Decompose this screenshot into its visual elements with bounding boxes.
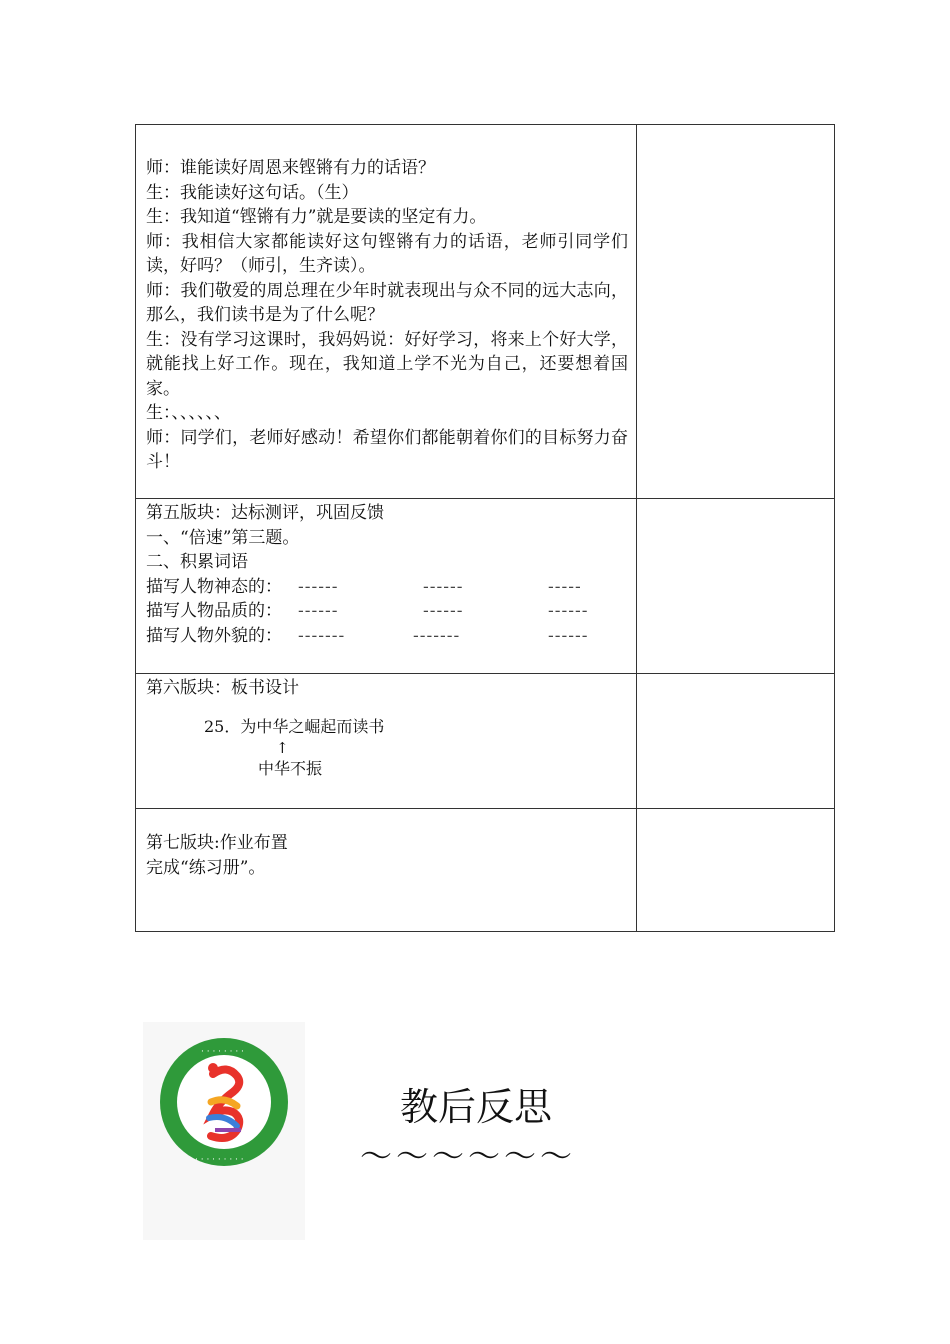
word-row-label: 描写人物神态的：	[146, 576, 282, 597]
blank-line: -----	[548, 576, 582, 597]
section5-item: 一、“倍速”第三题。	[146, 527, 300, 548]
section7-task: 完成“练习册”。	[146, 857, 266, 878]
section6-heading: 第六版块：板书设计	[146, 678, 299, 698]
dialogue-line: 生：我能读好这句话。（生）	[146, 182, 359, 203]
reflection-title: 教后反思	[400, 1085, 553, 1129]
blank-line: ------	[548, 601, 589, 621]
word-row	[146, 624, 628, 649]
word-row	[146, 575, 628, 600]
section6-cell	[136, 674, 637, 809]
board-subtitle: 中华不振	[258, 759, 323, 778]
board-title: 25．为中华之崛起而读书	[204, 716, 385, 736]
dialogue-line: 生：我知道“铿锵有力”就是要读的坚定有力。	[146, 207, 487, 227]
notes-cell	[637, 674, 835, 809]
dialogue-line: 生：没有学习这课时，我妈妈说：好好学习，将来上个好大学，就能找上好工作。现在，我知道上学不光为自己，还要想着国家。	[146, 329, 628, 399]
notes-cell	[637, 499, 835, 674]
up-arrow-icon: ↑	[276, 739, 289, 757]
dialogue-line: 师：同学们，老师好感动！希望你们都能朝着你们的目标努力奋斗！	[146, 427, 628, 472]
reflection-divider: ～～～～～～	[360, 1137, 577, 1175]
notes-cell	[637, 125, 835, 499]
blank-line: -------	[413, 625, 461, 646]
svg-text:· · · · · · · ·: · · · · · · · ·	[201, 1047, 244, 1057]
blank-line: ------	[548, 625, 589, 646]
blank-line: ------	[298, 601, 339, 621]
blank-line: ------	[423, 601, 464, 621]
notes-cell	[637, 809, 835, 932]
section5-item: 二、积累词语	[146, 552, 248, 572]
section7-heading: 第七版块:作业布置	[146, 833, 288, 853]
section5-heading: 第五版块：达标测评，巩固反馈	[146, 503, 384, 523]
word-row	[146, 599, 628, 624]
word-row-label: 描写人物外貌的：	[146, 625, 282, 646]
blank-line: -------	[298, 625, 346, 646]
section4-cell	[136, 125, 637, 499]
blank-line: ------	[423, 576, 464, 597]
word-row-label: 描写人物品质的：	[146, 601, 282, 621]
dialogue-line: 师：我相信大家都能读好这句铿锵有力的话语，老师引同学们读，好吗？（师引，生齐读）。	[146, 231, 628, 276]
dialogue-line: 师：谁能读好周恩来铿锵有力的话语？	[146, 158, 435, 178]
dialogue-line: 生：、、、、、、	[146, 403, 231, 423]
lesson-table	[135, 124, 835, 932]
dialogue-line: 师：我们敬爱的周总理在少年时就表现出与众不同的远大志向，那么，我们读书是为了什么呢？	[146, 280, 628, 325]
school-logo	[143, 1022, 305, 1240]
section7-cell	[136, 809, 637, 932]
blank-line: ------	[298, 576, 339, 597]
svg-text:· · · · · · · · ·: · · · · · · · · ·	[195, 1155, 244, 1165]
section5-cell	[136, 499, 637, 674]
